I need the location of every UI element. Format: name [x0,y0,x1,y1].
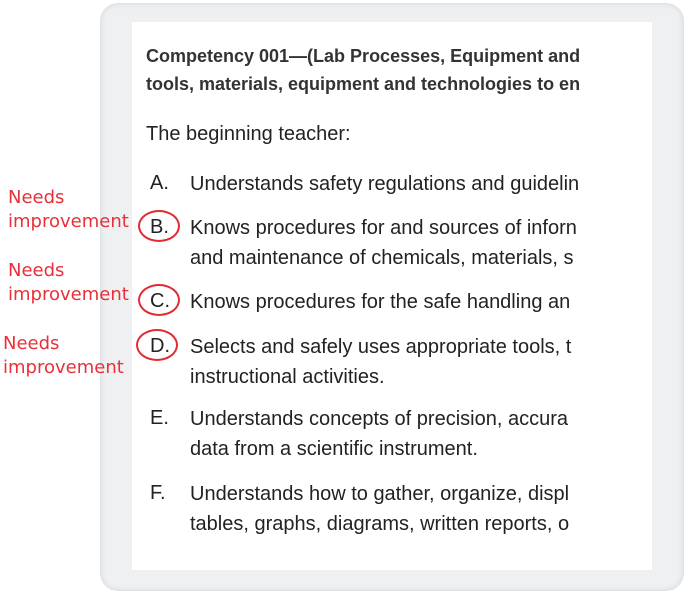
competency-heading [146,42,652,98]
document-page [132,22,652,570]
circle-mark-b [138,210,180,242]
item-line: and maintenance of chemicals, materials, s [190,247,574,269]
heading-line-1: Competency 001—(Lab Processes, Equipment and [146,46,581,66]
heading-line-2: tools, materials, equipment and technologies to en [146,74,581,94]
item-text [190,290,652,320]
item-text [190,172,652,202]
circle-mark-c [138,284,180,316]
annotation-line-1: Needs [3,333,60,354]
annotation-c [8,259,129,307]
annotation-line-2: improvement [8,284,129,305]
item-line: Knows procedures for the safe handling an [190,291,571,313]
annotation-b [8,186,129,234]
item-text [190,335,652,395]
item-line: Knows procedures for and sources of inforn [190,217,577,239]
circle-mark-d [136,329,178,361]
item-letter: B. [150,216,169,238]
item-line: Understands concepts of precision, accura [190,408,568,430]
item-line: tables, graphs, diagrams, written reports, o [190,513,570,535]
item-line: data from a scientific instrument. [190,438,478,460]
item-line: Understands how to gather, organize, displ [190,483,570,505]
item-line: instructional activities. [190,366,385,388]
item-text [190,482,652,542]
item-letter: D. [150,335,170,357]
annotation-line-1: Needs [8,187,65,208]
item-text [190,216,652,276]
annotation-line-2: improvement [8,211,129,232]
item-line: Understands safety regulations and guidelin [190,173,580,195]
item-letter: A. [150,172,169,194]
intro-text: The beginning teacher: [146,123,351,145]
item-line: Selects and safely uses appropriate tools, t [190,336,572,358]
annotation-line-1: Needs [8,260,65,281]
item-letter: F. [150,482,166,504]
item-letter: C. [150,290,170,312]
item-letter: E. [150,407,169,429]
annotation-line-2: improvement [3,357,124,378]
annotation-d [3,332,124,380]
item-text [190,407,652,467]
